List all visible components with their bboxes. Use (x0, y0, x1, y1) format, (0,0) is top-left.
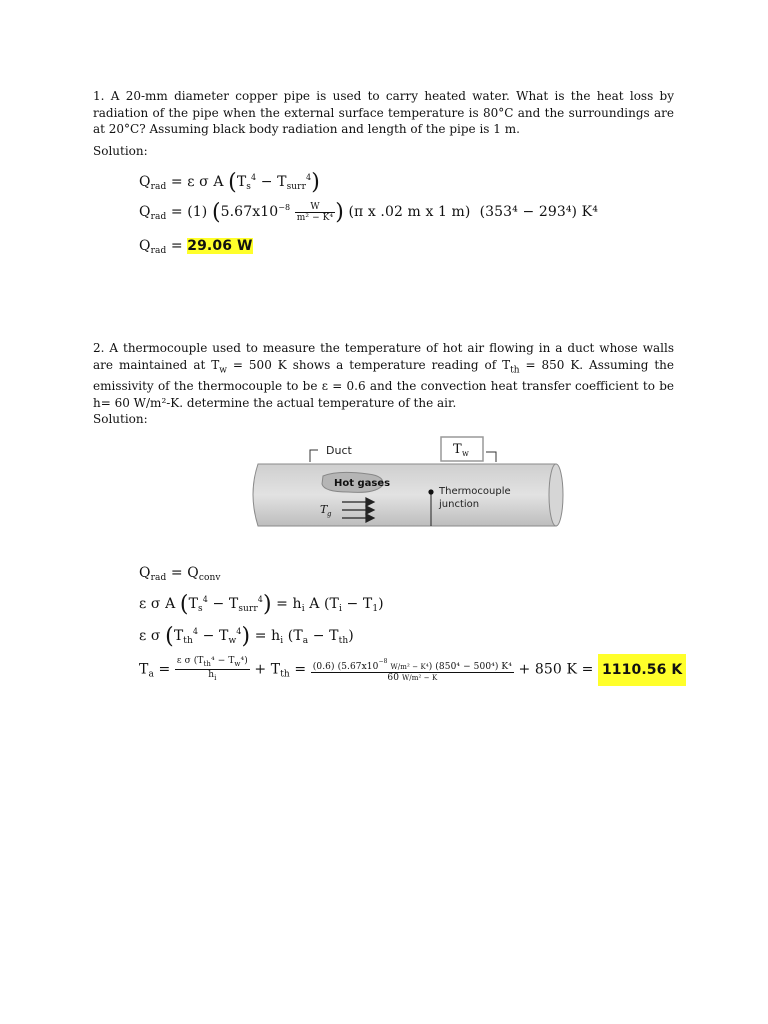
pipe-end (549, 464, 563, 526)
tw-bracket (486, 452, 496, 462)
problem-2-solution-label: Solution: (93, 412, 148, 426)
flow-arrows (342, 498, 374, 522)
duct-label: Duct (326, 444, 352, 457)
junction-label-2: junction (439, 499, 480, 510)
problem-2-equation-2: ε σ A $(T_s^4 - T_{surr}^4) = h_i$ A $(T_i - T_1)$ (139, 592, 384, 617)
problem-1-text: 1. A 20-mm diameter copper pipe is used to carry heated water. What is the heat loss by radiation of the pipe when the external surface temperature is 80°C and the surroundings are at 20°C? Assuming black body radiation and length of the pipe is 1 m. (93, 89, 674, 136)
problem-2-text-a: 2. A thermocouple used to measure the temperature of hot air flowing in a duct whose walls are maintained at T (93, 341, 674, 372)
problem-2-text-c: = 850 K. Assuming the emissivity of the thermocouple to be ε = 0.6 and the convection heat transfer coefficient to be h= 60 W/m²-K. determine the actual temperature of the air. (93, 357, 674, 410)
problem-2-tth-sub: th (510, 364, 520, 375)
problem-2-answer: 1110.56 K (598, 654, 686, 686)
tg-label: T (320, 503, 328, 516)
tg-sub: g (327, 510, 332, 518)
problem-2-tw-sub: w (219, 364, 227, 375)
problem-1-equation-1: $Q_{rad} = \varepsilon$ σ A $(T_s^4 - T_{surr}^4)$ (139, 170, 320, 195)
duct-bracket (310, 450, 318, 462)
problem-2-equation-1: $Q_{rad} = Q_{conv}$ (139, 565, 221, 583)
problem-1-equation-2: $Q_{rad} = (1)$ ($5.67x10^{-8}$ $\frac{W}{\text{m² − K⁴}}$ ) (π x .02 m x 1 m) (353⁴ − 293⁴) K⁴ (139, 200, 598, 225)
duct-diagram-svg (248, 436, 566, 534)
pipe-shape (253, 464, 561, 526)
problem-1-solution-label: Solution: (93, 144, 148, 158)
tw-label: T (453, 442, 462, 457)
problem-1-equation-3: $Q_{rad} = 29.06$ W (139, 238, 253, 256)
problem-2-text-b: = 500 K shows a temperature reading of T (226, 357, 511, 372)
hot-gases-label: Hot gases (334, 478, 391, 489)
problem-2-equation-3: ε σ $(T_{th}^4 - T_w^4) = h_i$ $(T_a - T_{th})$ (139, 624, 354, 649)
thermocouple-junction-dot (428, 489, 433, 494)
problem-2-text (93, 340, 674, 411)
tw-sub: w (462, 449, 469, 458)
problem-2-equation-4: $T_a$ = $\frac{\varepsilon \sigma (T_{th}^4 - T_w^4)}{h_i}$ + $T_{th}$ = $\frac{(0.6) (5.67x10^{-8} W/m^2 - K^4) (850^4 - 500^4) K^4}{\text{60 W/m² − K}}$ + 850 K = 1110.56 K (139, 656, 686, 683)
junction-label-1: Thermocouple (439, 486, 511, 497)
problem-1-answer: 29.06 W (187, 238, 253, 254)
duct-diagram (248, 436, 566, 534)
